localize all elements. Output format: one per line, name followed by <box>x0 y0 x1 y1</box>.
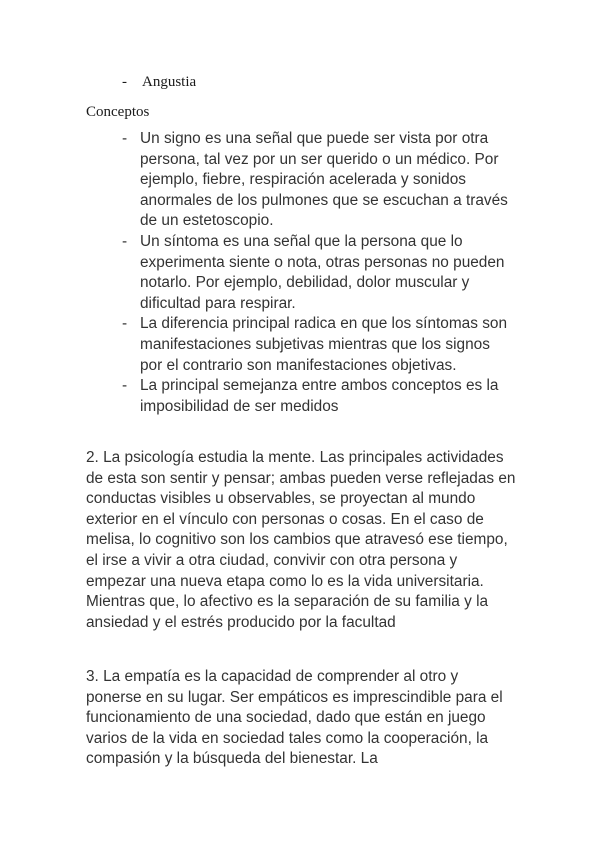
list-item-text: La diferencia principal radica en que los síntomas son manifestaciones subjetivas mientras que los signos por el contrario son manifestaciones objetivas. <box>140 315 508 374</box>
concepts-list <box>0 129 600 417</box>
bullet-dash: - <box>122 130 128 147</box>
paragraph-3: 3. La empatía es la capacidad de comprender al otro y ponerse en su lugar. Ser empáticos es imprescindible para el funcionamiento de una sociedad, dado que están en juego varios de la vida en sociedad tales como la cooperación, la compasión y la búsqueda del bienestar. La <box>86 668 503 768</box>
list-item-angustia <box>122 73 196 91</box>
list-item-text: La principal semejanza entre ambos conceptos es la imposibilidad de ser medidos <box>140 377 499 415</box>
paragraph-2: 2. La psicología estudia la mente. Las principales actividades de esta son sentir y pensar; ambas pueden verse reflejadas en conductas visibles u observables, se proyectan al mundo exterior en el vínculo con personas o cosas. En el caso de melisa, lo cognitivo son los cambios que atravesó ese tiempo, el irse a vivir a otra ciudad, convivir con otra persona y empezar una nueva etapa como lo es la vida universitaria. Mientras que, lo afectivo es la separación de su familia y la ansiedad y el estrés producido por la facultad <box>86 449 516 631</box>
section-heading: Conceptos <box>86 104 150 120</box>
list-item-text: Un signo es una señal que puede ser vista por otra persona, tal vez por un ser querido o un médico. Por ejemplo, fiebre, respiración acelerada y sonidos anormales de los pulmones que se escuchan a través de un estetoscopio. <box>140 130 508 230</box>
bullet-dash: - <box>122 232 128 250</box>
list-item-text: Angustia <box>142 74 197 90</box>
list-item <box>0 129 510 232</box>
bullet-dash: - <box>122 315 128 333</box>
list-item <box>0 376 510 417</box>
list-item <box>0 314 510 376</box>
list-item <box>0 232 510 314</box>
list-item-text: Un síntoma es una señal que la persona que lo experimenta siente o nota, otras personas no pueden notarlo. Por ejemplo, debilidad, dolor muscular y dificultad para respirar. <box>140 232 505 312</box>
bullet-dash: - <box>122 377 128 395</box>
bullet-dash: - <box>122 74 127 90</box>
